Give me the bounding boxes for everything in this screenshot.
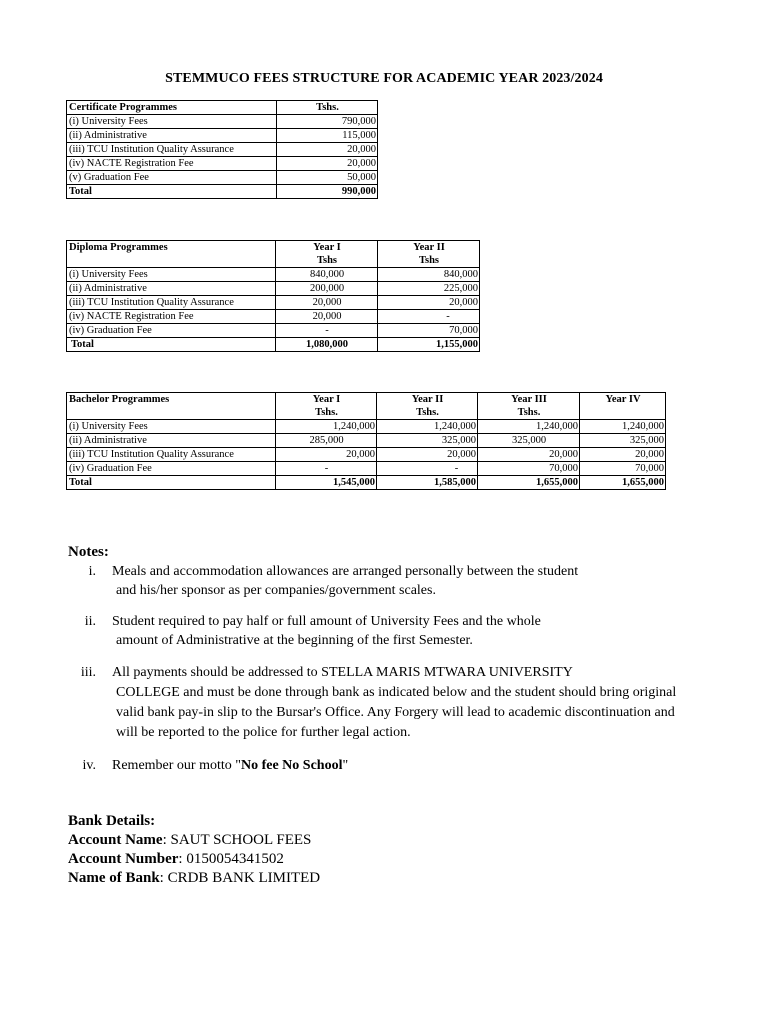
table-row [67, 115, 378, 129]
row-value: 285,000 [276, 434, 377, 448]
table-row [67, 462, 666, 476]
row-value: 790,000 [277, 115, 378, 129]
account-number-value: 0150054341502 [186, 851, 284, 867]
currency-label: Tshs [378, 254, 480, 268]
certificate-fees-table [66, 100, 378, 199]
note-number: ii. [84, 614, 96, 629]
account-number-label: Account Number [68, 851, 179, 867]
note-text-continued: COLLEGE and must be done through bank as indicated below and the student should bring original valid bank pay-in slip to the Bursar's Office. Any Forgery will lead to academic discontinuation and will be reported to the police for further legal action. [116, 685, 677, 740]
note-item-motto [68, 756, 688, 775]
table-row [67, 296, 480, 310]
blank-cell [67, 406, 276, 420]
row-value: 325,000 [478, 434, 580, 448]
note-number: i. [88, 564, 96, 579]
table-row [67, 171, 378, 185]
note-number: iv. [82, 758, 96, 773]
row-value: 840,000 [378, 268, 480, 282]
row-value: 20,000 [276, 448, 377, 462]
row-label: (ii) Administrative [67, 129, 277, 143]
currency-label: Tshs [276, 254, 378, 268]
row-label: (iii) TCU Institution Quality Assurance [67, 448, 276, 462]
row-value: 115,000 [277, 129, 378, 143]
row-value: 1,240,000 [377, 420, 478, 434]
bachelor-header: Bachelor Programmes [67, 393, 276, 407]
total-row [67, 338, 480, 352]
motto-text: No fee No School [240, 758, 343, 773]
row-value: 50,000 [277, 171, 378, 185]
note-text-continued: amount of Administrative at the beginning of the first Semester. [116, 633, 473, 648]
table-row [67, 434, 666, 448]
total-value: 1,585,000 [377, 476, 478, 490]
total-value: 1,545,000 [276, 476, 377, 490]
row-value: 20,000 [377, 448, 478, 462]
row-value: 70,000 [378, 324, 480, 338]
row-value: - [377, 462, 478, 476]
table-header-row [67, 101, 378, 115]
year-header: Year II [377, 393, 478, 407]
certificate-header: Certificate Programmes [67, 101, 277, 115]
note-item [68, 562, 688, 600]
row-label: (i) University Fees [67, 115, 277, 129]
total-value: 1,655,000 [580, 476, 666, 490]
certificate-currency: Tshs. [277, 101, 378, 115]
currency-label [580, 406, 666, 420]
note-item [68, 663, 688, 743]
note-text: Student required to pay half or full amount of University Fees and the whole [112, 614, 541, 629]
motto-prefix: Remember our motto " [112, 758, 241, 773]
currency-label: Tshs. [478, 406, 580, 420]
row-label: (iv) Graduation Fee [67, 324, 276, 338]
year-header: Year I [276, 393, 377, 407]
row-label: (v) Graduation Fee [67, 171, 277, 185]
currency-label: Tshs. [377, 406, 478, 420]
row-value: 200,000 [276, 282, 378, 296]
row-value: 20,000 [378, 296, 480, 310]
row-value: 325,000 [377, 434, 478, 448]
row-value: 1,240,000 [478, 420, 580, 434]
total-label: Total [67, 185, 277, 199]
row-value: 325,000 [580, 434, 666, 448]
note-item [68, 612, 688, 650]
currency-row [67, 406, 666, 420]
row-value: 70,000 [580, 462, 666, 476]
table-row [67, 129, 378, 143]
page-title: STEMMUCO FEES STRUCTURE FOR ACADEMIC YEAR 2023/2024 [165, 71, 603, 86]
motto-suffix: " [342, 758, 349, 773]
currency-row [67, 254, 480, 268]
total-label: Total [67, 338, 276, 352]
row-value: 20,000 [478, 448, 580, 462]
row-label: (i) University Fees [67, 268, 276, 282]
table-row [67, 143, 378, 157]
bank-name-line: Name of Bank: CRDB BANK LIMITED [68, 870, 321, 886]
row-value: 1,240,000 [580, 420, 666, 434]
account-name-label: Account Name [68, 832, 163, 848]
table-row [67, 448, 666, 462]
blank-cell [67, 254, 276, 268]
year-header: Year III [478, 393, 580, 407]
total-value: 1,155,000 [378, 338, 480, 352]
note-text: Meals and accommodation allowances are arranged personally between the student [112, 564, 579, 579]
total-label: Total [67, 476, 276, 490]
row-label: (ii) Administrative [67, 282, 276, 296]
row-label: (ii) Administrative [67, 434, 276, 448]
year-header: Year I [276, 241, 378, 255]
account-number-line: Account Number: 0150054341502 [68, 851, 284, 867]
diploma-header: Diploma Programmes [67, 241, 276, 255]
currency-label: Tshs. [276, 406, 377, 420]
row-value: - [276, 324, 378, 338]
row-value: 225,000 [378, 282, 480, 296]
note-number: iii. [80, 665, 96, 680]
row-label: (iv) NACTE Registration Fee [67, 157, 277, 171]
notes-section [68, 543, 688, 785]
table-row [67, 420, 666, 434]
total-row [67, 185, 378, 199]
total-value: 1,655,000 [478, 476, 580, 490]
table-header-row [67, 393, 666, 407]
bank-name-label: Name of Bank [68, 870, 160, 886]
bank-heading: Bank Details: [68, 813, 156, 829]
table-header-row [67, 241, 480, 255]
row-value: 20,000 [276, 310, 378, 324]
total-row [67, 476, 666, 490]
bachelor-fees-table [66, 392, 666, 490]
row-label: (iv) Graduation Fee [67, 462, 276, 476]
account-name-line: Account Name: SAUT SCHOOL FEES [68, 832, 312, 848]
table-row [67, 310, 480, 324]
notes-heading: Notes: [68, 544, 109, 560]
row-value: - [276, 462, 377, 476]
total-value: 990,000 [277, 185, 378, 199]
row-value: 840,000 [276, 268, 378, 282]
row-label: (iii) TCU Institution Quality Assurance [67, 143, 277, 157]
row-value: - [378, 310, 480, 324]
bank-name-value: CRDB BANK LIMITED [167, 870, 321, 886]
year-header: Year II [378, 241, 480, 255]
note-text: All payments should be addressed to STELLA MARIS MTWARA UNIVERSITY [112, 665, 573, 680]
row-value: 20,000 [277, 157, 378, 171]
table-row [67, 157, 378, 171]
row-label: (i) University Fees [67, 420, 276, 434]
row-value: 20,000 [276, 296, 378, 310]
bank-details [68, 812, 320, 888]
row-value: 20,000 [277, 143, 378, 157]
note-text-continued: and his/her sponsor as per companies/government scales. [116, 583, 436, 598]
account-name-value: SAUT SCHOOL FEES [170, 832, 312, 848]
table-row [67, 268, 480, 282]
row-label: (iv) NACTE Registration Fee [67, 310, 276, 324]
row-value: 20,000 [580, 448, 666, 462]
year-header: Year IV [580, 393, 666, 407]
row-label: (iii) TCU Institution Quality Assurance [67, 296, 276, 310]
row-value: 70,000 [478, 462, 580, 476]
table-row [67, 282, 480, 296]
row-value: 1,240,000 [276, 420, 377, 434]
total-value: 1,080,000 [276, 338, 378, 352]
table-row [67, 324, 480, 338]
diploma-fees-table [66, 240, 480, 352]
note-text [112, 756, 688, 775]
